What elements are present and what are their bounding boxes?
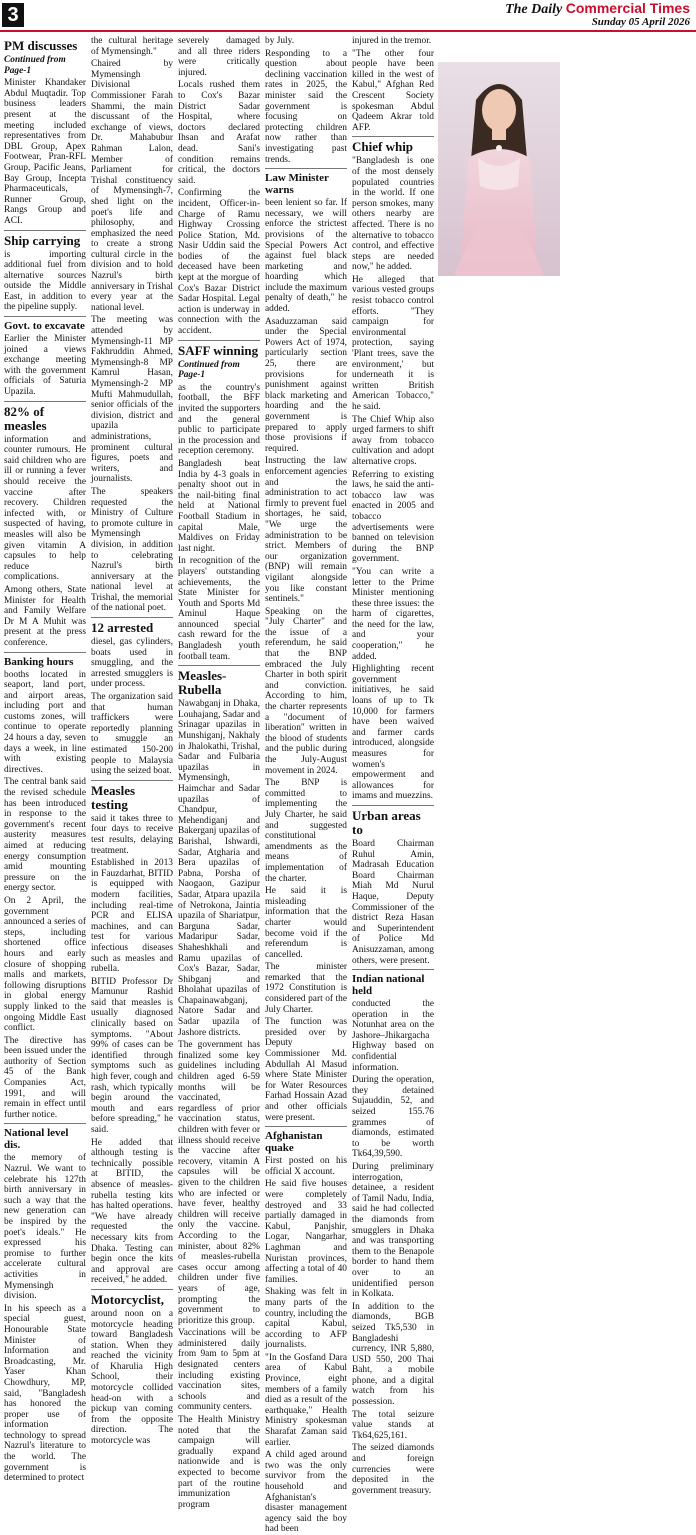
paragraph: Referring to existing laws, he said the anti-tobacco law was enacted in 2005 and tobacco advertisements were banned on television during the BNP government. bbox=[352, 469, 434, 565]
column-4 bbox=[265, 36, 347, 1535]
divider bbox=[91, 780, 173, 781]
paragraph: Bangladesh beat India by 4-3 goals in penalty shoot out in the nail-biting final held at National Football Stadium in capital Male, Maldives on Friday last night. bbox=[178, 458, 260, 554]
paragraph: Minister Khandaker Abdul Muqtadir. Top business leaders present at the meeting included representatives from DBL Group, Apex Footwear, Pran-RFL Group, Pacific Jeans, Bay Group, Incepta Pharmaceuticals, Runner Group, Rangs Group and ACI. bbox=[4, 78, 86, 226]
divider bbox=[352, 805, 434, 806]
paragraph: The function was presided over by Deputy Commissioner Md. Abdullah Al Masud where State Minister for Water Resources Farhad Hossain Azad and other officials were present. bbox=[265, 1017, 347, 1123]
portrait-illustration bbox=[438, 62, 560, 276]
paragraph: He said five houses were completely destroyed and 33 partially damaged in Kabul, Panjshir, Logar, Nangarhar, Laghman and Nuristan provinces, affecting a total of 40 families. bbox=[265, 1179, 347, 1285]
paragraph: Confirming the incident, Officer-in-Charge of Ramu Highway Crossing Police Station, Md. Nasir Uddin said the bodies of the deceased have been kept at the morgue of Cox's Bazar District Sadar Hospital. Legal action is underway in connection with the accident. bbox=[178, 188, 260, 337]
paragraph: Speaking on the "July Charter" and the issue of a referendum, he said that the BNP embraced the July Charter in both spirit and conviction. According to him, the charter represents a "document of liberation" written in the blood of students and the public during the July-August movement in 2024. bbox=[265, 606, 347, 776]
paragraph: In his speech as a special guest, Honourable State Minister of Information and Broadcasting, Mr. Yaser Khan Chowdhury, MP, said, "Bangladesh has honored the proper use of information technology to spread Nazrul's literature to the world. The government is determined to protect bbox=[4, 1303, 86, 1484]
paragraph: He alleged that various vested groups resist tobacco control efforts. "They campaign for environmental protection, saying 'Plant trees, save the environment,' but underneath it is written British American Tobacco," he said. bbox=[352, 274, 434, 412]
column-2 bbox=[91, 36, 173, 1447]
paragraph: diesel, gas cylinders, boats used in smuggling, and the arrested smugglers is under process. bbox=[91, 637, 173, 690]
paragraph: the memory of Nazrul. We want to celebrate his 127th birth anniversary in such a way that the new generation can be inspired by the poet's ideals." He expressed his promise to further accelerate cultural activities in Mymensingh division. bbox=[4, 1153, 86, 1302]
paragraph: The central bank said the revised schedule has been introduced in response to the government's recent austerity measures aimed at reducing energy consumption amid mounting pressure on the energy sector. bbox=[4, 777, 86, 894]
paragraph: Among others, State Minister for Health and Family Welfare Dr M A Muhit was present at the press conference. bbox=[4, 584, 86, 648]
paragraph: said it takes three to four days to receive test results, delaying treatment. bbox=[91, 813, 173, 856]
paragraph: The organization said that human traffickers were reportedly planning to smuggle an estimated 150-200 people to Malaysia using the seized boat. bbox=[91, 692, 173, 777]
paragraph: The Chief Whip also urged farmers to shift away from tobacco cultivation and adopt alternative crops. bbox=[352, 414, 434, 467]
paragraph: "Bangladesh is one of the most densely populated countries in the world. If one person smokes, many others nearby are affected. There is no alternative to tobacco control, and effective steps are needed now," he added. bbox=[352, 156, 434, 273]
headline: Chief whip bbox=[352, 139, 414, 155]
paragraph: "The other four people have been killed in the west of Kabul," Afghan Red Crescent Society spokesman Abdul Qadeem Akrar told AFP. bbox=[352, 48, 434, 133]
paragraph: The seized diamonds and foreign currencies were deposited in the government treasury. bbox=[352, 1443, 434, 1496]
headline: Indian national held bbox=[352, 973, 425, 998]
paragraph: around noon on a motorcycle heading toward Bangladesh station. When they reached the vicinity of Kharulia High School, their motorcycle collided head-on with a pickup van coming from the opposite direction. The motorcycle was bbox=[91, 1308, 173, 1447]
divider bbox=[352, 969, 434, 970]
paragraph: He said it is misleading information that the charter would become void if the referendum is cancelled. bbox=[265, 886, 347, 960]
headline: National level dis. bbox=[4, 1127, 69, 1152]
headline: 12 arrested bbox=[91, 620, 154, 636]
paragraph: The Health Ministry noted that the campaign will gradually expand nationwide and is expected to become part of the routine immunization program bbox=[178, 1415, 260, 1510]
headline: Measles-Rubella bbox=[178, 668, 227, 698]
divider bbox=[265, 1126, 347, 1127]
paragraph: booths located in seaport, land port, and airport areas, including port and customs zones, will continue to operate 24 hours a day, seven days a week, in line with existing directives. bbox=[4, 669, 86, 775]
page-number: 3 bbox=[2, 3, 24, 27]
paragraph: Earlier the Minister joined a views exchange meeting with the government officials of Saturia Upazila. bbox=[4, 334, 86, 398]
paragraph: Board Chairman Ruhul Amin, Madrasah Education Board Chairman Miah Md Nurul Haque, Deputy Commissioner of the district Reza Hasan and Superintendent of Police Md Anisuzzaman, among others, were present. bbox=[352, 838, 434, 966]
paragraph: First posted on his official X account. bbox=[265, 1156, 347, 1177]
headline: Motorcyclist, bbox=[91, 1291, 165, 1307]
paragraph: In recognition of the players' outstanding achievements, the State Minister for Youth and Sports Md Aminul Haque announced special cash reward for the Bangladesh youth football team. bbox=[178, 556, 260, 662]
paragraph: "You can write a letter to the Prime Minister mentioning these three issues: the harm of cigarettes, the need for the law, and your cooperation," he added. bbox=[352, 566, 434, 662]
headline: Law Minister warns bbox=[265, 172, 329, 197]
divider bbox=[4, 652, 86, 653]
divider bbox=[265, 168, 347, 169]
headline: Govt. to excavate bbox=[4, 320, 85, 333]
paragraph: the cultural heritage of Mymensingh." bbox=[91, 36, 173, 57]
paragraph: Responding to a question about declining vaccination rates in 2025, the minister said the government is focusing on protecting children now rather than investigating past trends. bbox=[265, 48, 347, 165]
paragraph: BITID Professor Dr Mamunur Rashid said that measles is usually diagnosed clinically based on symptoms. "About 99% of cases can be identified through symptoms such as high fever, cough and rash, which typically begin around the mouth and ears before spreading," he said. bbox=[91, 976, 173, 1135]
column-5 bbox=[352, 36, 434, 1496]
divider bbox=[4, 230, 86, 231]
paragraph: severely damaged and all three riders were critically injured. bbox=[178, 36, 260, 78]
paragraph: conducted the operation in the Notunhat area on the Jashore–Jhikargacha Highway based on confidential information. bbox=[352, 999, 434, 1073]
paragraph: During preliminary interrogation, detainee, a resident of Tamil Nadu, India, said he had collected the diamonds from smugglers in Dhaka and was transporting them to the Benapole border to hand them over to an unidentified person in Kolkata. bbox=[352, 1162, 434, 1300]
headline: Afghanistan quake bbox=[265, 1130, 323, 1155]
divider bbox=[4, 401, 86, 402]
paragraph: He added that although testing is technically possible at BITID, the absence of measles-rubella testing kits has halted operations. "We have already requested the necessary kits from Dhaka. Testing can begin once the kits and approval are received," he added. bbox=[91, 1137, 173, 1286]
divider bbox=[178, 340, 260, 341]
paragraph: Locals rushed them to Cox's Bazar District Sadar Hospital, where doctors declared Ihsan and Arafat dead. Sani's condition remains critical, the doctors said. bbox=[178, 80, 260, 186]
paragraph: as the country's football, the BFF invited the supporters and the general public to participate in the procession and reception ceremony. bbox=[178, 382, 260, 457]
paragraph: by July. bbox=[265, 36, 295, 46]
paragraph: The total seizure value stands at Tk64,625,161. bbox=[352, 1409, 434, 1441]
issue-date: Sunday 05 April 2026 bbox=[591, 16, 690, 28]
paragraph: A child aged around two was the only survivor from the household and Afghanistan's disaster management agency said the boy had been bbox=[265, 1450, 347, 1535]
headline: SAFF winning bbox=[178, 342, 259, 358]
paragraph: On 2 April, the government announced a series of steps, including shortened office hours and early closure of shopping malls and markets, following disruptions in global energy supply linked to the ongoing Middle East conflict. bbox=[4, 895, 86, 1034]
headline: Measles testing bbox=[91, 782, 136, 812]
paragraph: Asaduzzaman said under the Special Powers Act of 1974, particularly section 25, there are provisions for punishment against black marketing and hoarding and the government is prepared to apply those provisions if required. bbox=[265, 316, 347, 454]
paragraph: Shaking was felt in many parts of the country, including the capital Kabul, according to AFP journalists. bbox=[265, 1287, 347, 1351]
divider bbox=[178, 665, 260, 666]
paragraph: In addition to the diamonds, BGB seized Tk5,530 in Bangladeshi currency, INR 5,880, USD 550, 200 Thai Baht, a mobile phone, and a digital watch from his possession. bbox=[352, 1301, 434, 1408]
masthead-title: Commercial Times bbox=[565, 0, 690, 16]
paragraph: Established in 2013 in Fauzdarhat, BITID is equipped with modern facilities, including real-time PCR and ELISA machines, and can test for various infectious diseases such as measles and rubella. bbox=[91, 858, 173, 975]
paragraph: During the operation, they detained Sujauddin, 52, and seized 155.76 grammes of diamonds, estimated to be worth Tk64,39,590. bbox=[352, 1075, 434, 1160]
headline: Banking hours bbox=[4, 655, 74, 668]
continued-from: Continued from Page-1 bbox=[4, 55, 66, 76]
paragraph: Vaccinations will be administered daily from 9am to 5pm at designated centers including existing vaccination sites, schools and community centers. bbox=[178, 1328, 260, 1413]
headline: PM discusses bbox=[4, 38, 78, 53]
paragraph: information and counter rumours. He said children who are ill or running a fever should receive the vaccine after recovery. Children infected with, or suspected of having, measles will also be given vitamin A capsules to help reduce complications. bbox=[4, 434, 86, 583]
page-header bbox=[0, 0, 696, 32]
headline: Ship carrying bbox=[4, 232, 81, 248]
divider bbox=[352, 136, 434, 137]
paragraph: injured in the tremor. bbox=[352, 36, 432, 46]
paragraph: The BNP is committed to implementing the July Charter, he said and suggested constitutional amendments as the means of implementation of the charter. bbox=[265, 778, 347, 884]
column-1 bbox=[4, 36, 86, 1484]
paragraph: The meeting was attended by Mymensingh-11 MP Fakhruddin Ahmed, Mymensingh-8 MP Kamrul Hasan, Mymensingh-2 MP Mufti Mahmudullah, senior officials of the division, district and upazila administrations, prominent cultural figures, poets and writers, and journalists. bbox=[91, 315, 173, 485]
paragraph: Instructing the law enforcement agencies and the administration to act firmly to prevent fuel shortages, he said, "We urge the administration to be strict. Members of our organization (BNP) will remain vigilant alongside you like constant sentinels." bbox=[265, 456, 347, 605]
divider bbox=[4, 316, 86, 317]
paragraph: Nawabganj in Dhaka, Louhajang, Sadar and Srinagar upazilas in Munshiganj, Nakhaly in Jhalokathi, Trishal, Sadar and Fulbaria upazilas in Mymensingh, Haimchar and Sadar upazilas of Chandpur, Mehendiganj and Bakerganj upazilas of Barishal, Ishwardi, Sadar, Atgharia and Bera upazilas of Pabna, Porsha of Naogaon, Gazipur Sadar, Atpara upazila of Netrokona, Jaintia upazila of Shariatpur, Barguna Sadar, Madaripur Sadar, Shaheshkhali and Ramu upazilas of Cox's Bazar, Sadar, Shibganj and Bholahat upazilas of Chapainawabganj, Natore Sadar and Sadar upazila of Jashore districts. bbox=[178, 699, 261, 1038]
paragraph: The directive has been issued under the authority of Section 45 of the Bank Companies Act, 1991, and will remain in effect until further notice. bbox=[4, 1035, 86, 1120]
headline: Urban areas to bbox=[352, 807, 421, 837]
paragraph: The minister remarked that the 1972 Constitution is considered part of the July Charter. bbox=[265, 962, 347, 1015]
paragraph: is importing additional fuel from alternative sources outside the Middle East, in addition to the pipeline supply. bbox=[4, 249, 86, 313]
paragraph: Highlighting recent government initiatives, he said loans of up to Tk 10,000 for farmers have been waived and farmer cards introduced, alongside measures for women's empowerment and allowances for imams and muezzins. bbox=[352, 664, 434, 802]
photo-bidushi-bornita bbox=[438, 62, 560, 276]
paragraph: The government has finalized some key guidelines including children aged 6-59 months will be vaccinated, regardless of prior vaccination status, children with fever or illness should receive the vaccine after recovery, vitamin A capsules will be given to the children who are infected or have fever, healthy children will receive only the vaccine. According to the minister, about 82% of measles-rubella cases occur among children under five years of age, prompting the government to prioritize this group. bbox=[178, 1040, 260, 1326]
paragraph: Chaired by Mymensingh Divisional Commissioner Farah Shammi, the main discussant of the exchange of views, Dr. Mahabubur Rahman Lalon, Member of Parliament for Trishal constituency of Mymensingh-7, shed light on the poet's life and philosophy, and emphasized the need to create a strong cultural circle in the division and to hold Nazrul's birth anniversary in Trishal every year at the national level. bbox=[91, 59, 173, 313]
divider bbox=[91, 617, 173, 618]
paragraph: "In the Gosfand Dara area of Kabul Province, eight members of a family died as a result of the earthquake," Health Ministry spokesman Sharafat Zaman said earlier. bbox=[265, 1352, 347, 1448]
continued-from: Continued from Page-1 bbox=[178, 359, 240, 381]
divider bbox=[4, 1123, 86, 1124]
paragraph: The speakers requested the Ministry of Culture to promote culture in Mymensingh division, in addition to celebrating Nazrul's birth anniversary at the national level at Trishal, the memorial of the national poet. bbox=[91, 486, 173, 614]
column-3 bbox=[178, 36, 261, 1510]
masthead-prefix: The Daily bbox=[505, 2, 563, 17]
divider bbox=[91, 1289, 173, 1290]
paragraph: been lenient so far. If necessary, we will enforce the strictest provisions of the Special Powers Act against fuel black marketing and hoarding which include the maximum penalty of death," he added. bbox=[265, 198, 347, 315]
headline: 82% of measles bbox=[4, 403, 47, 433]
